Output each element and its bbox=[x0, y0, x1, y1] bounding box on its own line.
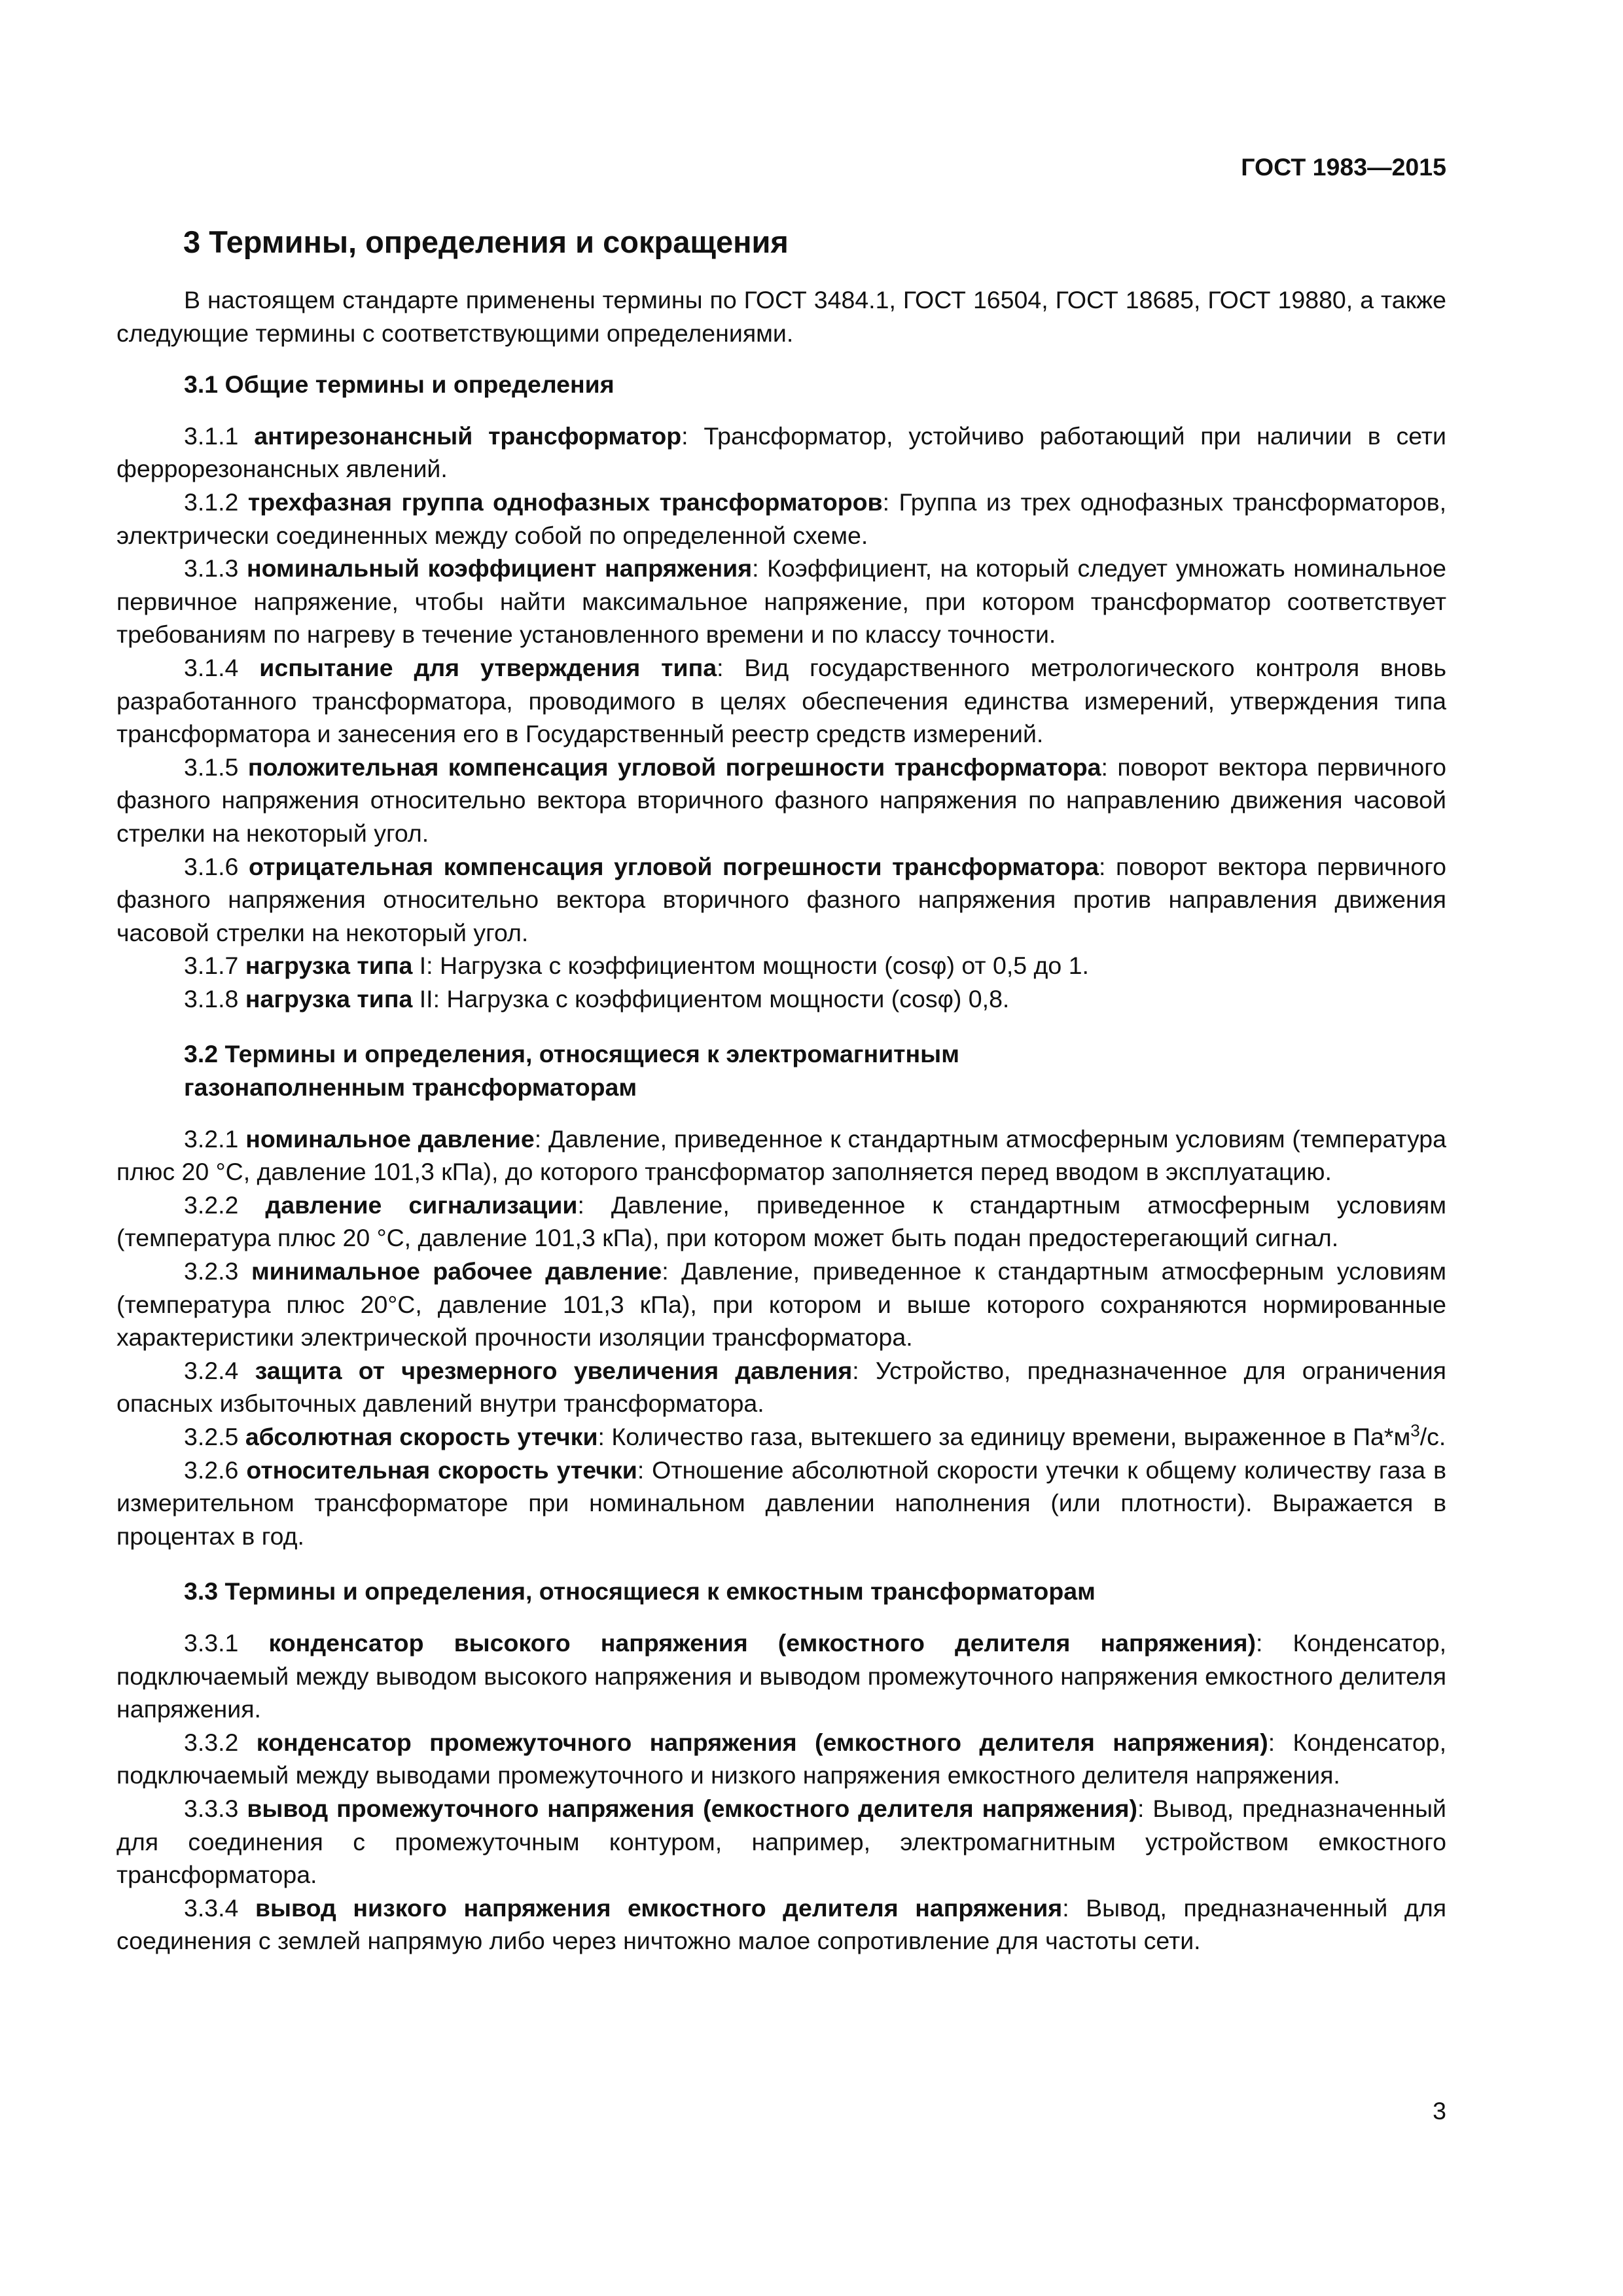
intro-paragraph: В настоящем стандарте применены термины по ГОСТ 3484.1, ГОСТ 16504, ГОСТ 18685, ГОСТ 19880, а также следующие термины с соответствующими определениями. bbox=[116, 286, 1446, 347]
subsection-heading-3-2: 3.2 Термины и определения, относящиеся к электромагнитным газонаполненным трансформаторам bbox=[184, 1040, 959, 1102]
section-title: 3 Термины, определения и сокращения bbox=[183, 224, 789, 259]
term-definition: II: Нагрузка с коэффициентом мощности (cosφ) 0,8. bbox=[412, 984, 1010, 1013]
term-definition: : Вывод, предназначенный для соединения с землей напрямую либо через ничтожно малое сопротивление для частоты сети. bbox=[116, 1893, 1447, 1955]
term-name: конденсатор высокого напряжения (емкостного делителя напряжения) bbox=[268, 1628, 1256, 1657]
term-definition: : Группа из трех однофазных трансформаторов, электрически соединенных между собой по определенной схеме. bbox=[116, 488, 1446, 549]
term-definition: : Количество газа, вытекшего за единицу времени, выраженное в Па*м bbox=[597, 1423, 1411, 1450]
term-definition: : Трансформатор, устойчиво работающий при наличии в сети феррорезонансных явлений. bbox=[116, 422, 1447, 483]
term-3-3-4: 3.3.4 вывод низкого напряжения емкостного делителя напряжения: Вывод, предназначенный для соединения с землей напрямую либо через ничтожно малое сопротивление для частоты сети. bbox=[116, 1893, 1447, 1955]
term-name: номинальный коэффициент напряжения bbox=[246, 554, 753, 583]
term-name: антирезонансный трансформатор bbox=[254, 422, 682, 450]
term-definition: : Давление, приведенное к стандартным атмосферным условиям (температура плюс 20 °С, давление 101,3 кПа), при котором может быть подан предостерегающий сигнал. bbox=[116, 1191, 1446, 1252]
term-3-2-4: 3.2.4 защита от чрезмерного увеличения давления: Устройство, предназначенное для ограничения опасных избыточных давлений внутри трансформатора. bbox=[116, 1356, 1446, 1418]
term-name: номинальное давление bbox=[245, 1124, 535, 1153]
term-3-2-3: 3.2.3 минимальное рабочее давление: Давление, приведенное к стандартным атмосферным условиям (температура плюс 20°С, давление 101,3 кПа), при котором и выше которого сохраняются нормированные характеристики электрической прочности изоляции трансформатора. bbox=[116, 1257, 1446, 1352]
term-name: трехфазная группа однофазных трансформаторов bbox=[247, 488, 883, 516]
term-3-1-7: 3.1.7 нагрузка типа I: Нагрузка с коэффициентом мощности (cosφ) от 0,5 до 1. bbox=[184, 952, 1089, 980]
page-number: 3 bbox=[1433, 2097, 1446, 2125]
term-name: нагрузка типа bbox=[245, 952, 413, 980]
term-definition: : Отношение абсолютной скорости утечки к общему количеству газа в измерительном трансформаторе при номинальном давлении наполнения (или плотности). Выражается в процентах в год. bbox=[116, 1456, 1447, 1550]
term-name: вывод низкого напряжения емкостного делителя напряжения bbox=[255, 1893, 1063, 1922]
term-3-1-4: 3.1.4 испытание для утверждения типа: Вид государственного метрологического контроля вновь разработанного трансформатора, проводимого в целях обеспечения единства измерений, утверждения типа трансформатора и занесения его в Государственный реестр средств измерений. bbox=[116, 653, 1446, 748]
term-3-2-1: 3.2.1 номинальное давление: Давление, приведенное к стандартным атмосферным условиям (температура плюс 20 °С, давление 101,3 кПа), до которого трансформатор заполняется перед вводом в эксплуатацию. bbox=[116, 1124, 1446, 1186]
term-name: испытание для утверждения типа bbox=[259, 653, 717, 681]
term-3-1-3: 3.1.3 номинальный коэффициент напряжения: Коэффициент, на который следует умножать номинальное первичное напряжение, чтобы найти максимальное напряжение, при котором трансформатор соответствует требованиям по нагреву в течение установленного времени и по классу точности. bbox=[116, 554, 1447, 649]
term-3-1-6: 3.1.6 отрицательная компенсация угловой погрешности трансформатора: поворот вектора первичного фазного напряжения относительно вектора вторичного фазного напряжения против направления движения часовой стрелки на некоторый угол. bbox=[116, 852, 1446, 946]
term-definition: : Устройство, предназначенное для ограничения опасных избыточных давлений внутри трансформатора. bbox=[116, 1356, 1446, 1418]
term-name: вывод промежуточного напряжения (емкостного делителя напряжения) bbox=[247, 1794, 1138, 1822]
document-body bbox=[116, 283, 1446, 1958]
term-definition: : Коэффициент, на который следует умножать номинальное первичное напряжение, чтобы найти максимальное напряжение, при котором трансформатор соответствует требованиям по нагреву в течение установленного времени и по классу точности. bbox=[116, 554, 1447, 649]
term-name: отрицательная компенсация угловой погрешности трансформатора bbox=[249, 852, 1099, 880]
term-definition: : поворот вектора первичного фазного напряжения относительно вектора вторичного фазного напряжения по направлению движения часовой стрелки на некоторый угол. bbox=[116, 753, 1446, 847]
term-definition: : Давление, приведенное к стандартным атмосферным условиям (температура плюс 20 °С, давление 101,3 кПа), до которого трансформатор заполняется перед вводом в эксплуатацию. bbox=[116, 1124, 1446, 1186]
term-3-3-3: 3.3.3 вывод промежуточного напряжения (емкостного делителя напряжения): Вывод, предназначенный для соединения с промежуточным контуром, например, электромагнитным устройством емкостного трансформатора. bbox=[116, 1794, 1446, 1889]
term-name: относительная скорость утечки bbox=[246, 1456, 637, 1484]
subsection-heading-3-3: 3.3 Термины и определения, относящиеся к емкостным трансформаторам bbox=[184, 1577, 1096, 1605]
term-3-2-2: 3.2.2 давление сигнализации: Давление, приведенное к стандартным атмосферным условиям (температура плюс 20 °С, давление 101,3 кПа), при котором может быть подан предостерегающий сигнал. bbox=[116, 1191, 1446, 1252]
term-definition: : Конденсатор, подключаемый между выводом высокого напряжения и выводом промежуточного напряжения емкостного делителя напряжения. bbox=[116, 1628, 1447, 1723]
term-definition: : Давление, приведенное к стандартным атмосферным условиям (температура плюс 20°С, давление 101,3 кПа), при котором и выше которого сохраняются нормированные характеристики электрической прочности изоляции трансформатора. bbox=[116, 1257, 1446, 1352]
term-name: защита от чрезмерного увеличения давления bbox=[255, 1356, 853, 1384]
term-3-3-1: 3.3.1 конденсатор высокого напряжения (емкостного делителя напряжения): Конденсатор, подключаемый между выводом высокого напряжения и выводом промежуточного напряжения емкостного делителя напряжения. bbox=[116, 1628, 1447, 1723]
subsection-heading-3-1: 3.1 Общие термины и определения bbox=[184, 370, 615, 399]
term-3-2-6: 3.2.6 относительная скорость утечки: Отношение абсолютной скорости утечки к общему количеству газа в измерительном трансформаторе при номинальном давлении наполнения (или плотности). Выражается в процентах в год. bbox=[116, 1456, 1447, 1550]
term-definition: I: Нагрузка с коэффициентом мощности (cosφ) от 0,5 до 1. bbox=[412, 952, 1089, 980]
term-definition: : Конденсатор, подключаемый между выводами промежуточного и низкого напряжения емкостного делителя напряжения. bbox=[116, 1728, 1446, 1789]
term-name: абсолютная скорость утечки bbox=[245, 1423, 598, 1450]
term-name: давление сигнализации bbox=[265, 1191, 578, 1219]
term-3-2-5: 3.2.5 абсолютная скорость утечки: Количество газа, вытекшего за единицу времени, выраженное в $Па*м^3/с$. bbox=[184, 1420, 1446, 1450]
term-definition: : поворот вектора первичного фазного напряжения относительно вектора вторичного фазного напряжения против направления движения часовой стрелки на некоторый угол. bbox=[116, 852, 1446, 946]
term-3-3-2: 3.3.2 конденсатор промежуточного напряжения (емкостного делителя напряжения): Конденсатор, подключаемый между выводами промежуточного и низкого напряжения емкостного делителя напряжения. bbox=[116, 1728, 1446, 1789]
term-name: нагрузка типа bbox=[245, 984, 413, 1013]
term-definition: : Вид государственного метрологического контроля вновь разработанного трансформатора, проводимого в целях обеспечения единства измерений, утверждения типа трансформатора и занесения его в Государственный реестр средств измерений. bbox=[116, 653, 1446, 748]
superscript: 3 bbox=[1410, 1420, 1420, 1441]
term-3-1-8: 3.1.8 нагрузка типа II: Нагрузка с коэффициентом мощности (cosφ) 0,8. bbox=[184, 984, 1010, 1013]
term-3-1-1: 3.1.1 антирезонансный трансформатор: Трансформатор, устойчиво работающий при наличии в сети феррорезонансных явлений. bbox=[116, 422, 1447, 483]
term-name: конденсатор промежуточного напряжения (емкостного делителя напряжения) bbox=[256, 1728, 1268, 1756]
term-3-1-5: 3.1.5 положительная компенсация угловой погрешности трансформатора: поворот вектора первичного фазного напряжения относительно вектора вторичного фазного напряжения по направлению движения часовой стрелки на некоторый угол. bbox=[116, 753, 1446, 847]
term-name: положительная компенсация угловой погрешности трансформатора bbox=[247, 753, 1101, 781]
term-name: минимальное рабочее давление bbox=[251, 1257, 662, 1285]
document-id: ГОСТ 1983—2015 bbox=[1241, 153, 1446, 181]
term-3-1-2: 3.1.2 трехфазная группа однофазных трансформаторов: Группа из трех однофазных трансформаторов, электрически соединенных между собой по определенной схеме. bbox=[116, 488, 1446, 549]
term-definition: : Вывод, предназначенный для соединения с промежуточным контуром, например, электромагнитным устройством емкостного трансформатора. bbox=[116, 1794, 1446, 1889]
